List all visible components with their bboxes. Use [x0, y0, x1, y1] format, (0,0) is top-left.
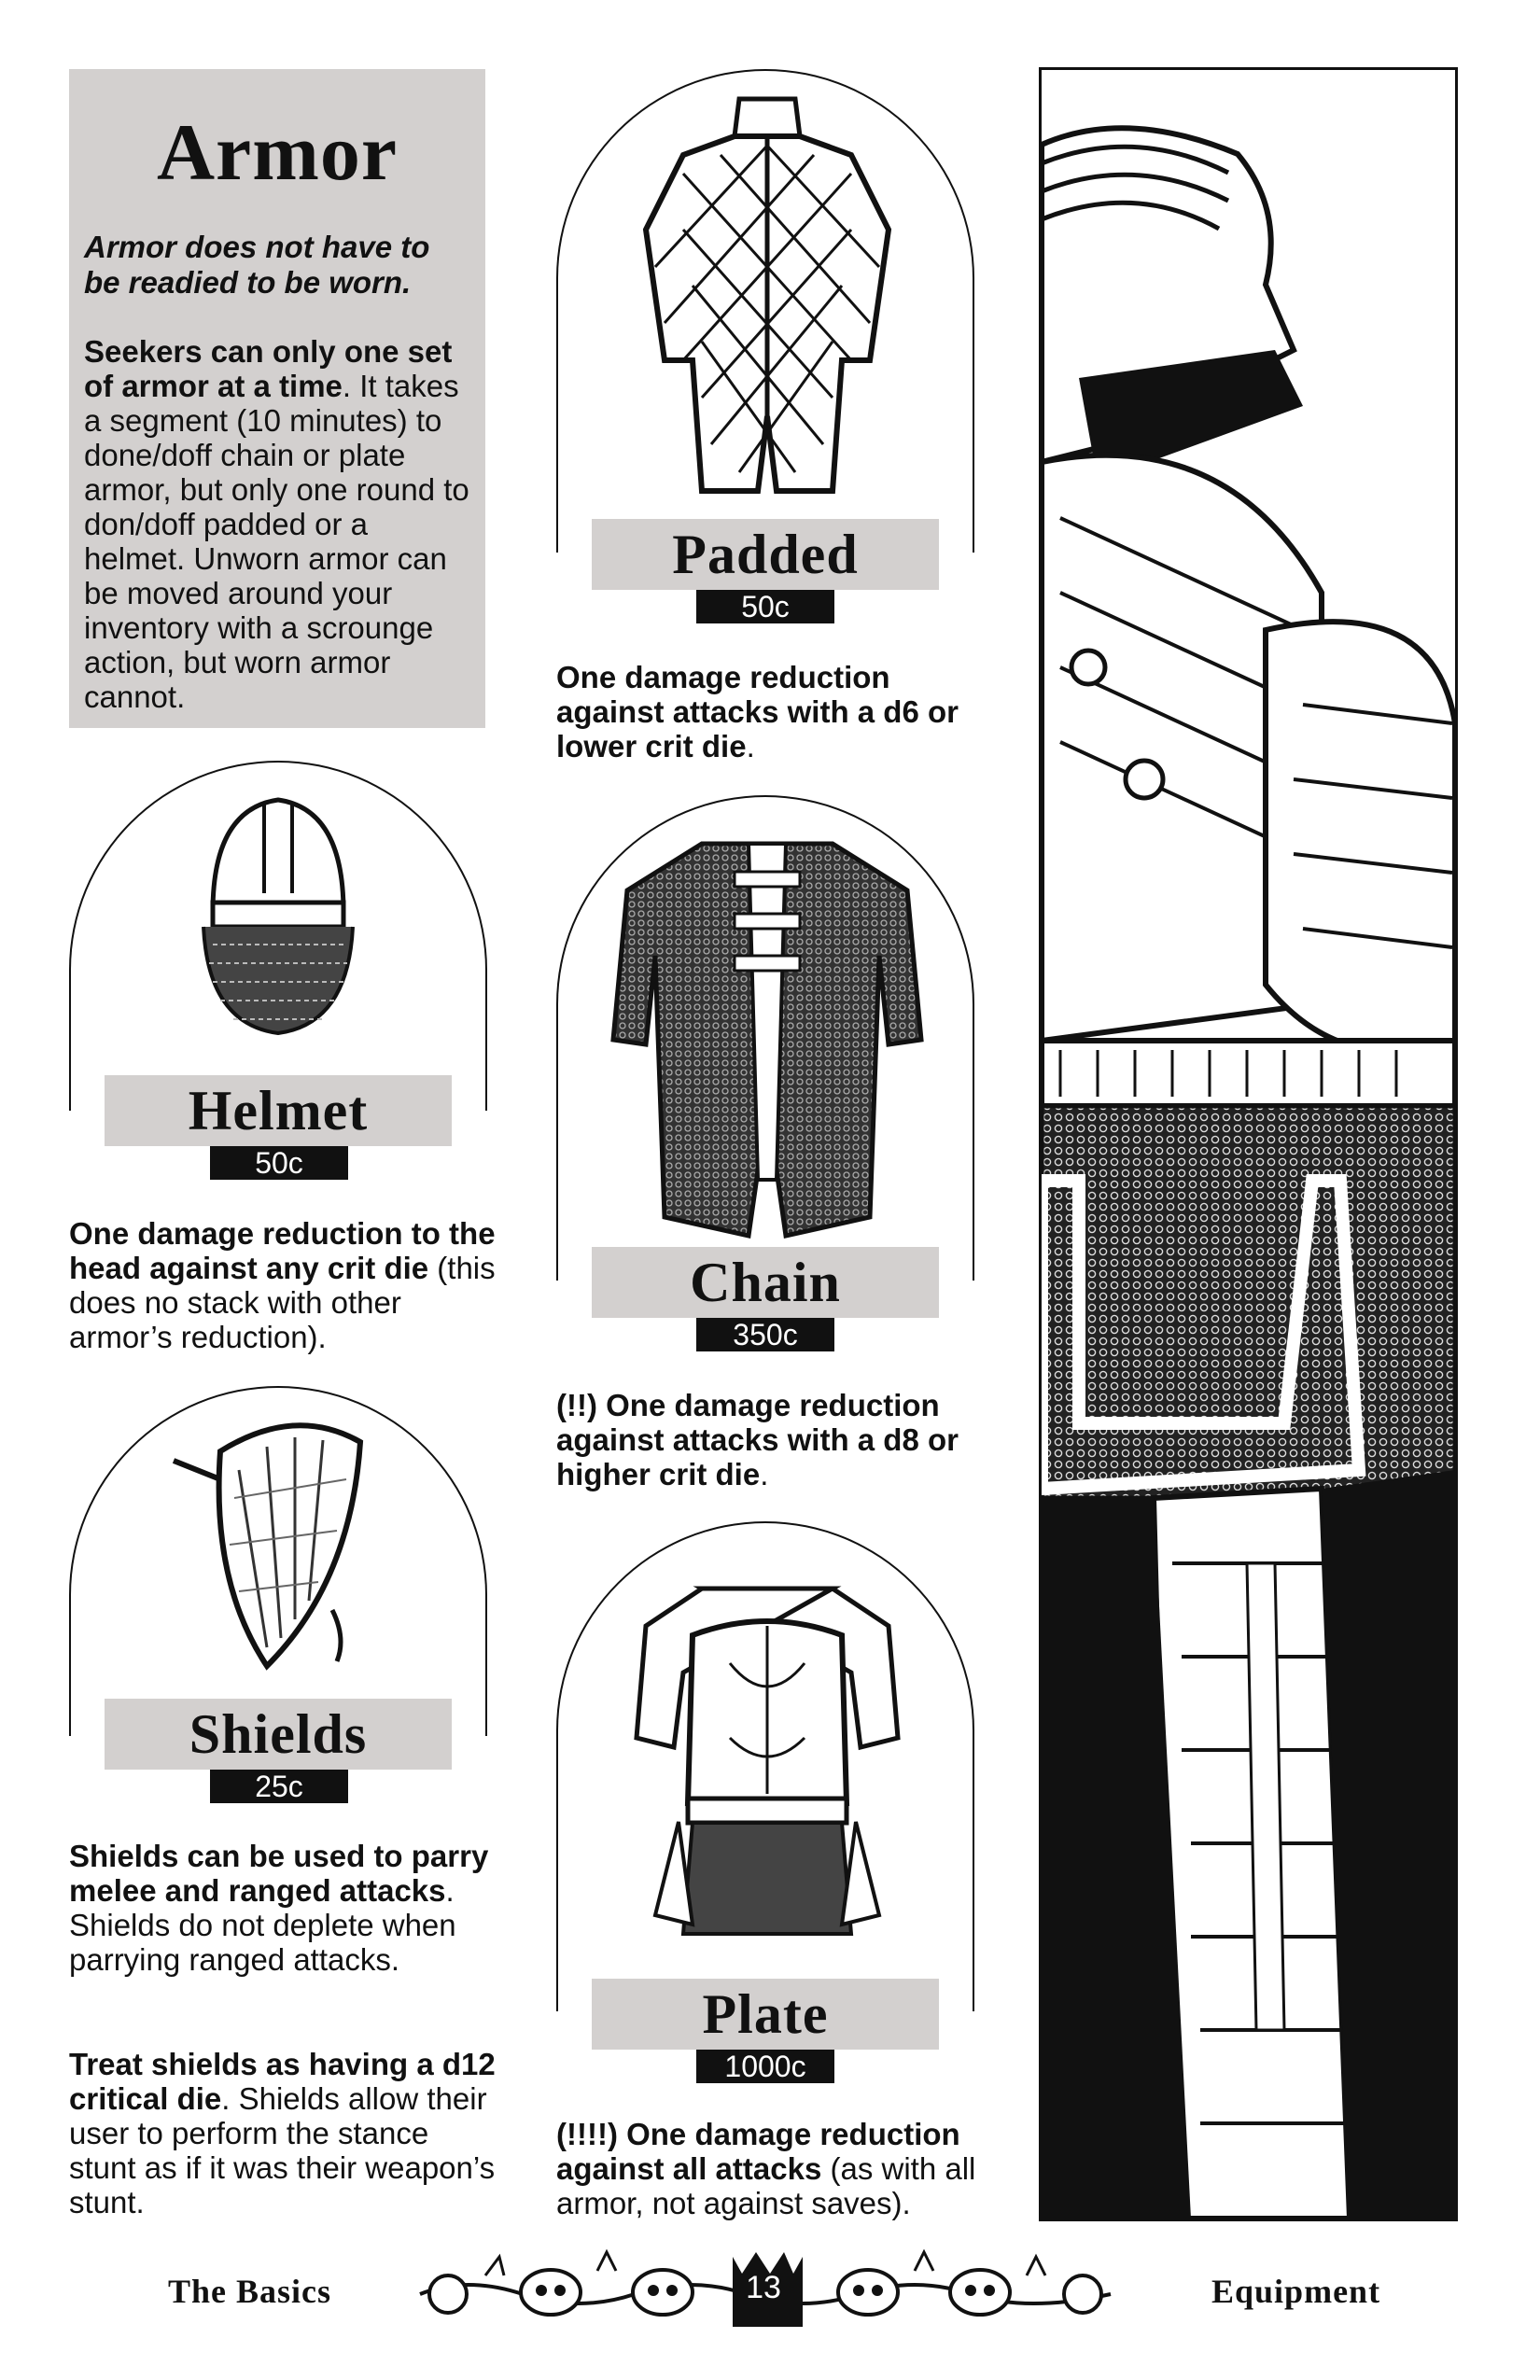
- footer-section-left: The Basics: [168, 2273, 332, 2310]
- padded-description-bold: One damage reduction against attacks with a d6 or lower crit die: [556, 660, 959, 763]
- intro-lead: Armor does not have to be readied to be worn.: [84, 230, 430, 300]
- page-title: Armor: [156, 107, 399, 197]
- knight-illustration: [1042, 70, 1455, 2219]
- chain-description-rest: .: [760, 1457, 769, 1491]
- plate-name: Plate: [592, 1979, 939, 2050]
- shields-description-2-rest: . Shields allow their user to perform the stance stunt as if it was their weapon’s stunt.: [69, 2081, 496, 2219]
- shields-description: [69, 1839, 498, 1977]
- intro-body-bold: Seekers can only one set of armor at a time: [84, 334, 453, 403]
- armor-intro-box: [69, 69, 485, 728]
- shields-card: [69, 1386, 487, 1736]
- page-number: 13: [746, 2270, 781, 2305]
- plate-description: [556, 2117, 995, 2220]
- plate-card: [556, 1521, 974, 2011]
- chain-card: [556, 795, 974, 1281]
- shield-illustration: [164, 1405, 388, 1685]
- shields-price: 25c: [210, 1770, 348, 1803]
- chain-name: Chain: [592, 1247, 939, 1318]
- padded-name: Padded: [592, 519, 939, 590]
- helmet-illustration: [175, 781, 381, 1061]
- intro-body-rest: . It takes a segment (10 minutes) to done/doff chain or plate armor, but only one round to don/doff padded or a helmet. Unworn armor can be moved around your inventory with a scrounge action, but worn armor cannot.: [84, 369, 469, 714]
- padded-price: 50c: [696, 590, 834, 623]
- plate-description-rest: (as with all armor, not against saves).: [556, 2151, 976, 2220]
- plate-armor-illustration: [627, 1561, 907, 1971]
- helmet-description-bold: One damage reduction to the head against any crit die: [69, 1216, 496, 1285]
- shields-description-2-bold: Treat shields as having a d12 critical die: [69, 2047, 496, 2116]
- shields-description-rest: . Shields do not deplete when parrying ranged attacks.: [69, 1873, 456, 1977]
- chain-description-bold: (!!) One damage reduction against attacks with a d8 or higher crit die: [556, 1388, 959, 1491]
- helmet-name: Helmet: [105, 1075, 452, 1146]
- helmet-card: [69, 761, 487, 1111]
- shields-description-2: [69, 2047, 498, 2219]
- padded-description-rest: .: [746, 729, 755, 763]
- plate-price: 1000c: [696, 2050, 834, 2083]
- helmet-description-rest: (this does no stack with other armor’s reduction).: [69, 1251, 496, 1354]
- plate-description-bold: (!!!!) One damage reduction against all attacks: [556, 2117, 960, 2186]
- chain-description: [556, 1388, 986, 1491]
- chain-price: 350c: [696, 1318, 834, 1351]
- padded-description: [556, 660, 986, 763]
- knight-illustration-panel: [1039, 67, 1458, 2221]
- padded-jacket-illustration: [627, 80, 907, 519]
- shields-name: Shields: [105, 1699, 452, 1770]
- shields-description-bold: Shields can be used to parry melee and ranged attacks: [69, 1839, 489, 1908]
- footer-section-right: Equipment: [1211, 2273, 1381, 2310]
- helmet-price: 50c: [210, 1146, 348, 1180]
- padded-card: [556, 69, 974, 553]
- chain-mail-illustration: [609, 825, 926, 1254]
- intro-body: [84, 334, 470, 714]
- helmet-description: [69, 1216, 498, 1354]
